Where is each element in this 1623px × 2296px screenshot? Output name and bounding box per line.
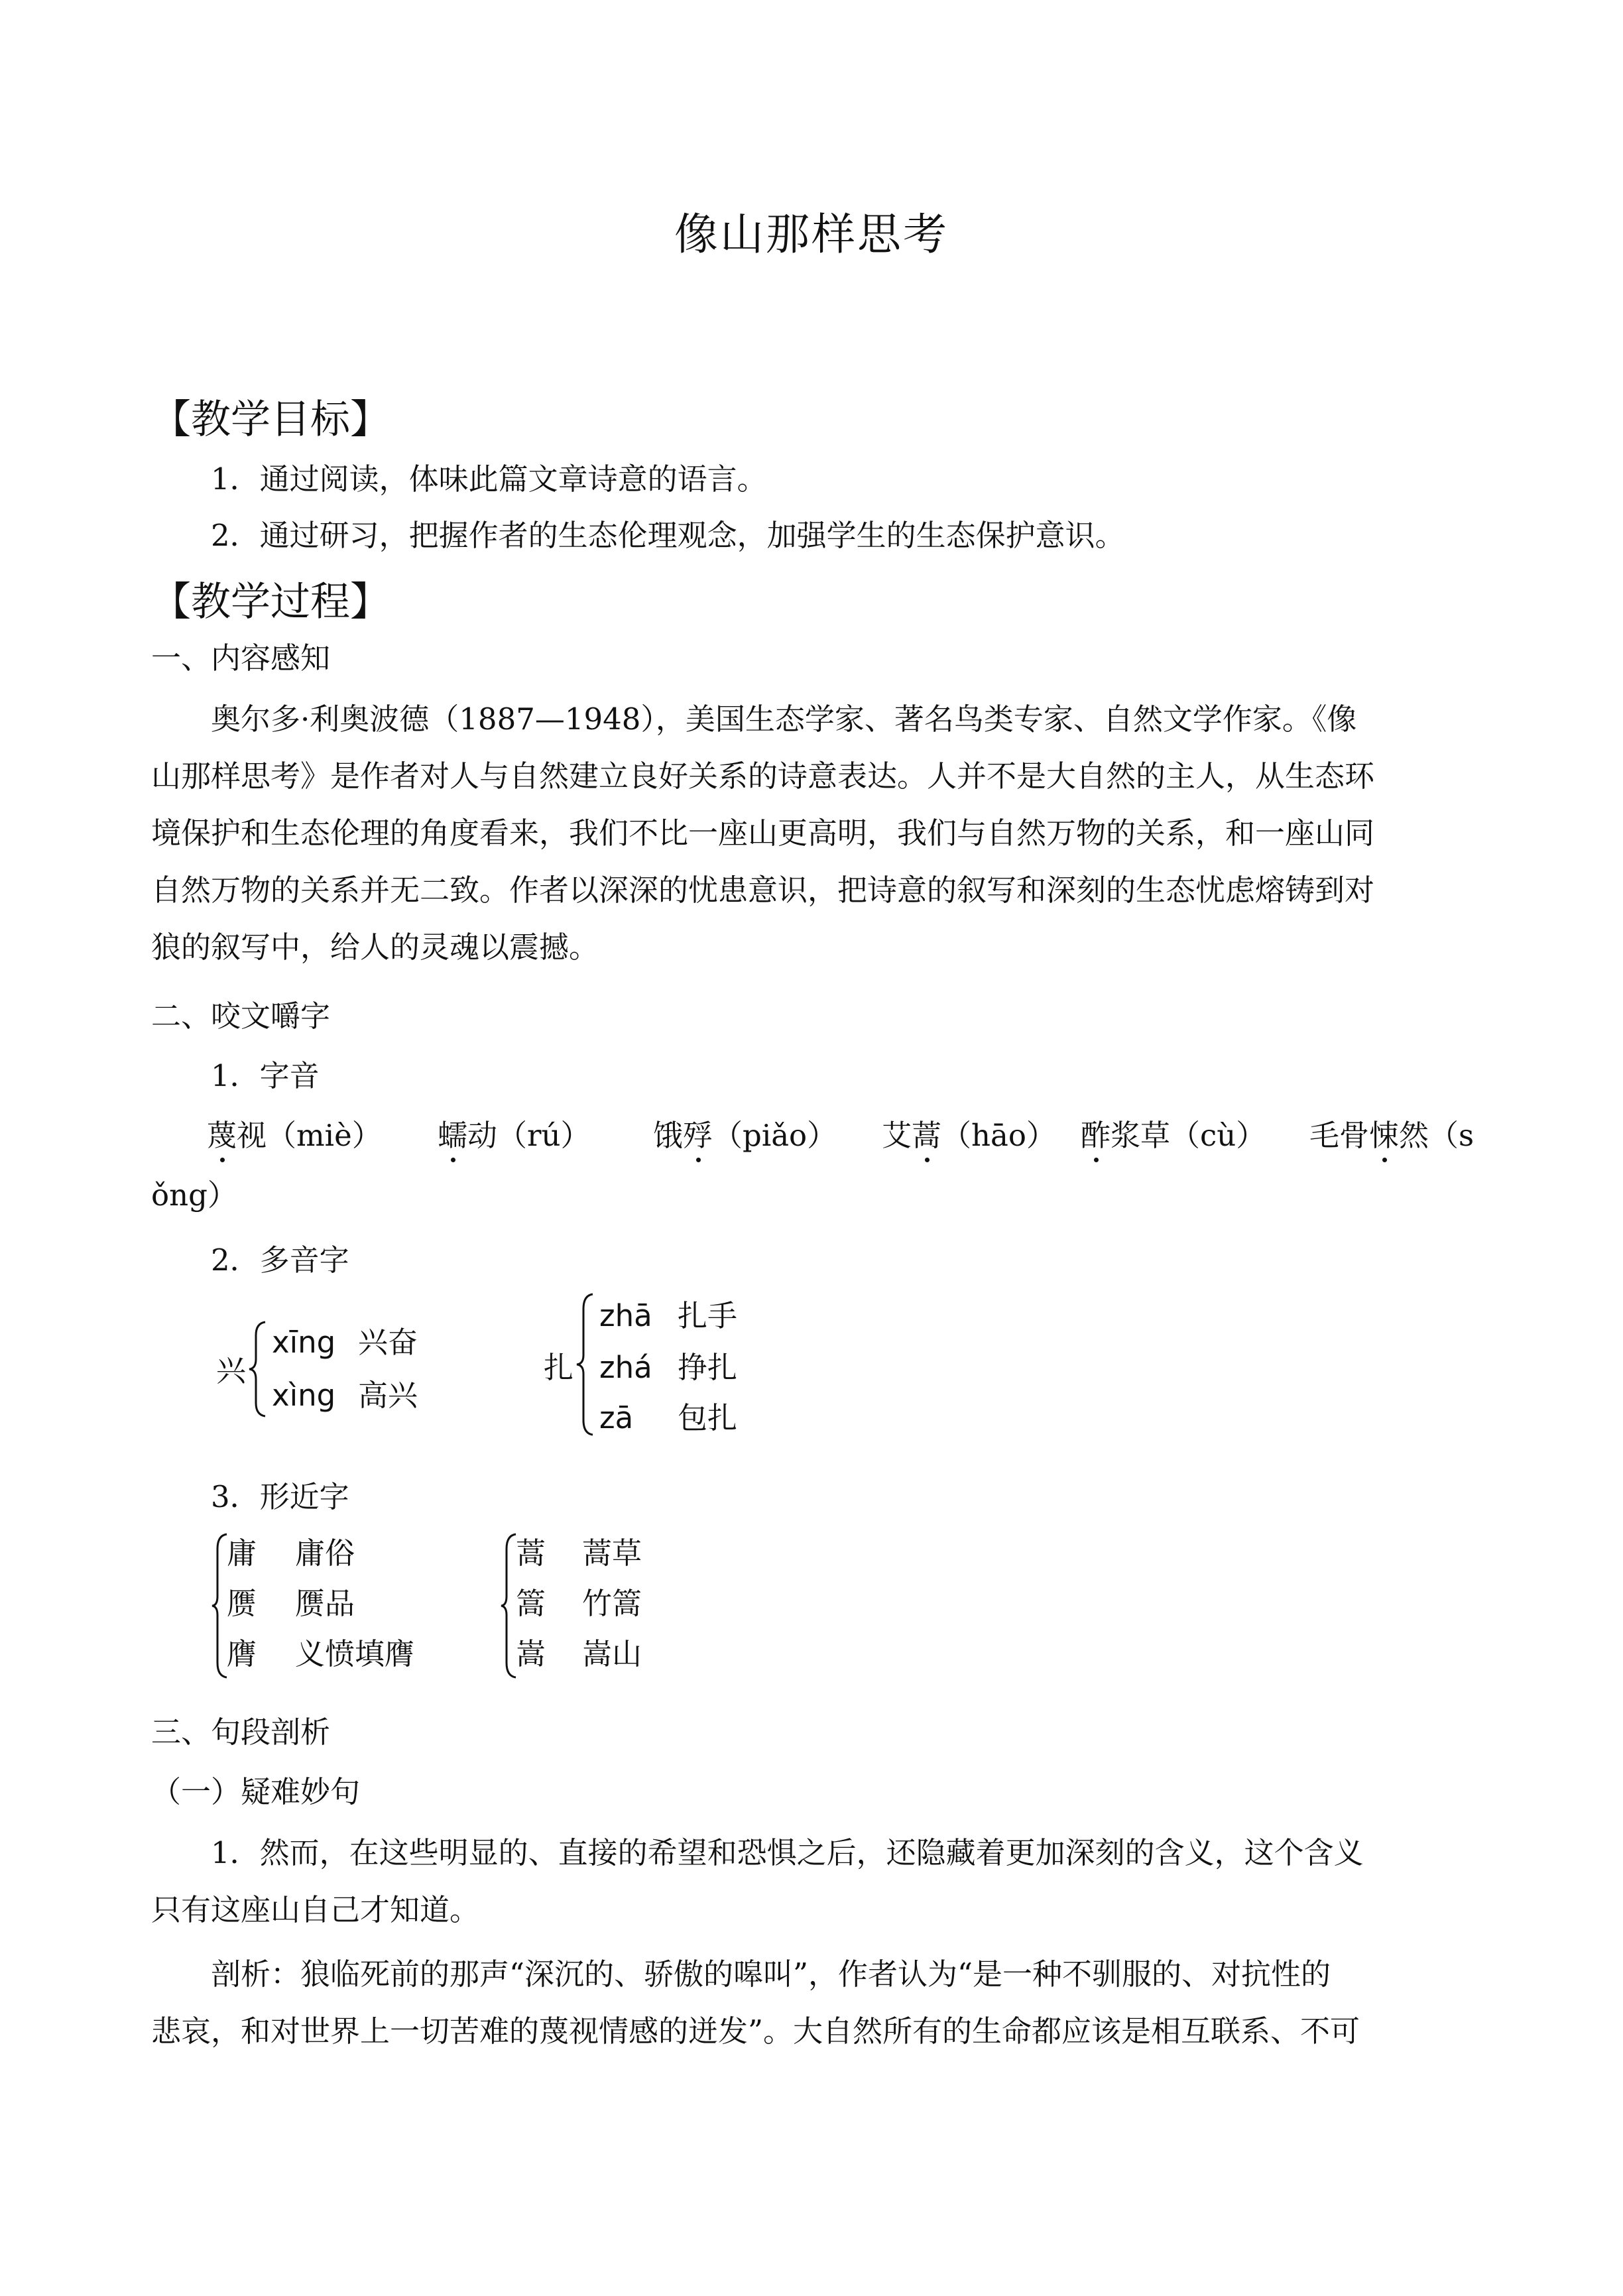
similar-char: 嵩 (516, 1636, 546, 1671)
dotted-char: 殍 (683, 1118, 713, 1153)
part1-paragraph-line: 境保护和生态伦理的角度看来，我们不比一座山更高明，我们与自然万物的关系，和一座山同 (151, 816, 1375, 851)
part1-heading: 一、内容感知 (151, 640, 331, 676)
part1-paragraph-line: 奥尔多·利奥波德（1887—1948），美国生态学家、著名鸟类专家、自然文学作家。《像 (211, 701, 1357, 737)
pinyin-zha2: zhá (599, 1350, 652, 1385)
similar-char: 庸 (227, 1536, 257, 1571)
similar-word: 竹篙 (582, 1586, 642, 1621)
pron-item-hao: 艾蒿（hāo） (882, 1118, 1056, 1153)
sub-heading-polyphonic: 2．多音字 (211, 1242, 349, 1278)
dotted-char: 酢 (1081, 1118, 1111, 1153)
similar-word: 赝品 (295, 1586, 355, 1621)
similar-word: 庸俗 (295, 1536, 355, 1571)
dotted-char: 蒿 (912, 1118, 942, 1153)
pinyin-xing4: xìng (272, 1378, 336, 1413)
pron-wrap-line: ǒng） (151, 1178, 237, 1213)
brace-icon (247, 1319, 269, 1419)
word-zhengzha: 挣扎 (678, 1350, 738, 1385)
word-zhashou: 扎手 (678, 1298, 738, 1333)
polyphonic-char-xing: 兴 (216, 1353, 247, 1388)
word-gaoxing: 高兴 (358, 1378, 418, 1413)
dotted-char: 蔑 (207, 1118, 237, 1153)
goal-item-1: 1．通过阅读，体味此篇文章诗意的语言。 (211, 461, 767, 497)
pinyin-zha1: zhā (599, 1298, 652, 1333)
pron-item-song: 毛骨悚然（s (1309, 1118, 1474, 1153)
similar-word: 义愤填膺 (295, 1636, 415, 1671)
pron-item-ru: 蠕动（rú） (438, 1118, 591, 1153)
similar-word: 嵩山 (582, 1636, 642, 1671)
dotted-char: 蠕 (438, 1118, 468, 1153)
analysis-line: 悲哀，和对世界上一切苦难的蔑视情感的迸发”。大自然所有的生命都应该是相互联系、不可 (151, 2014, 1360, 2049)
question-line: 1．然而，在这些明显的、直接的希望和恐惧之后，还隐藏着更加深刻的含义，这个含义 (211, 1835, 1364, 1870)
similar-char: 篙 (516, 1586, 546, 1621)
part2-heading: 二、咬文嚼字 (151, 998, 331, 1034)
polyphonic-char-zha: 扎 (544, 1350, 574, 1385)
sub-heading-similar-chars: 3．形近字 (211, 1479, 349, 1514)
heading-teaching-process: 【教学过程】 (151, 579, 390, 625)
analysis-line: 剖析：狼临死前的那声“深沉的、骄傲的嗥叫”，作者认为“是一种不驯服的、对抗性的 (211, 1957, 1331, 1992)
brace-icon (574, 1292, 597, 1437)
question-line: 只有这座山自己才知道。 (151, 1892, 480, 1927)
pinyin-xing1: xīng (272, 1325, 336, 1360)
sub-heading-pronunciation: 1．字音 (211, 1058, 320, 1093)
heading-teaching-goals: 【教学目标】 (151, 396, 390, 443)
word-baozha: 包扎 (678, 1400, 738, 1435)
dotted-char: 悚 (1369, 1118, 1400, 1153)
similar-char: 蒿 (516, 1536, 546, 1571)
pinyin-za1: zā (599, 1400, 634, 1435)
part1-paragraph-line: 狼的叙写中，给人的灵魂以震撼。 (151, 930, 599, 965)
pron-item-mie: 蔑视（miè） (207, 1118, 382, 1153)
pron-item-piao: 饿殍（piǎo） (653, 1118, 837, 1153)
similar-word: 蒿草 (582, 1536, 642, 1571)
word-xingfen: 兴奋 (358, 1325, 418, 1360)
page-title: 像山那样思考 (674, 209, 949, 260)
pron-item-cu: 酢浆草（cù） (1081, 1118, 1266, 1153)
part1-paragraph-line: 自然万物的关系并无二致。作者以深深的忧患意识，把诗意的叙写和深刻的生态忧虑熔铸到对 (151, 873, 1375, 908)
part3-subheading: （一）疑难妙句 (151, 1774, 361, 1809)
similar-char: 赝 (227, 1586, 257, 1621)
part1-paragraph-line: 山那样思考》是作者对人与自然建立良好关系的诗意表达。人并不是大自然的主人，从生态环 (151, 758, 1375, 794)
similar-char: 膺 (227, 1636, 257, 1671)
goal-item-2: 2．通过研习，把握作者的生态伦理观念，加强学生的生态保护意识。 (211, 518, 1125, 553)
part3-heading: 三、句段剖析 (151, 1715, 331, 1750)
